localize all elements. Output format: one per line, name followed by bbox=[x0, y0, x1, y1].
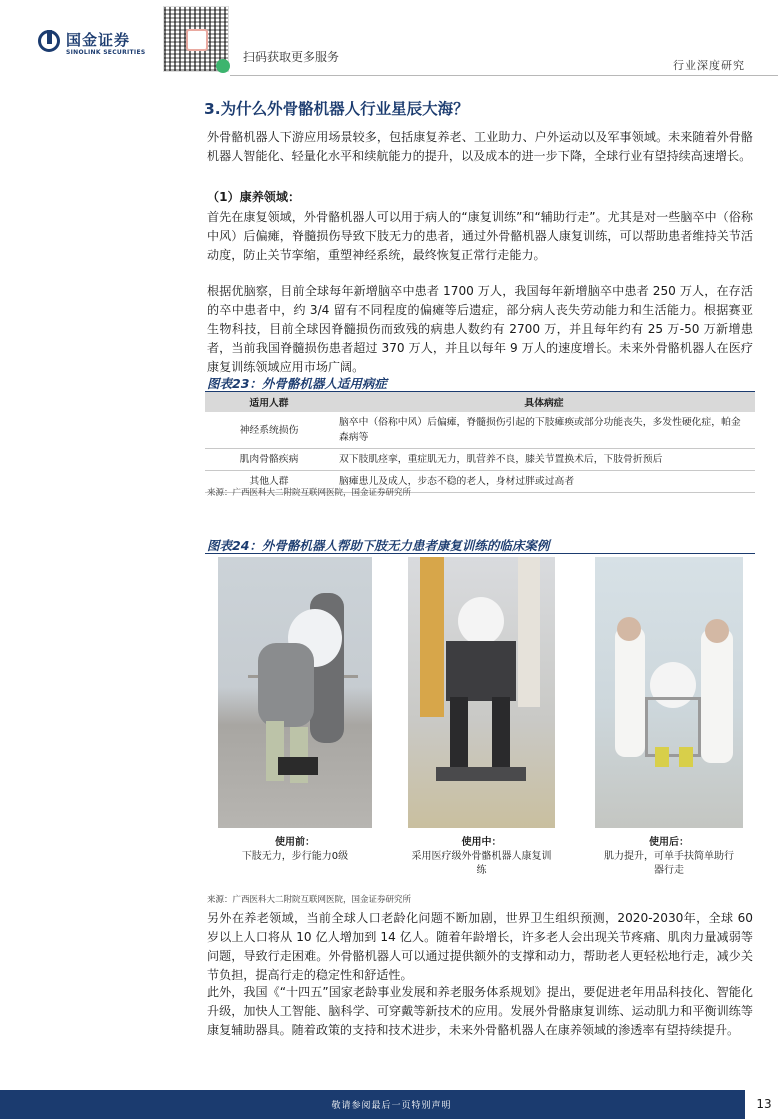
photo-during bbox=[408, 557, 555, 828]
paragraph-rehab: 首先在康复领域，外骨骼机器人可以用于病人的“康复训练”和“辅助行走”。尤其是对一些脑卒中（俗称中风）后偏瘫，脊髓损伤导致下肢无力的患者，通过外骨骼机器人康复训练，可以帮助患者维持关节活动度，防止关节挛缩，重塑神经系统，最终恢复正常行走能力。 bbox=[207, 210, 753, 262]
paragraph-policy: 此外，我国《“十四五”国家老龄事业发展和养老服务体系规划》提出，要促进老年用品科技化、智能化升级，加快人工智能、脑科学、可穿戴等新技术的应用。发展外骨骼康复训练、运动肌力和平衡训练等康复辅助器具。随着政策的支持和技术进步，未来外骨骼机器人在康养领域的渗透率有望持续提升。 bbox=[207, 985, 753, 1037]
section-title: 3.为什么外骨骼机器人行业星辰大海？ bbox=[204, 100, 469, 118]
qr-code-icon[interactable] bbox=[163, 6, 229, 72]
caption-during bbox=[408, 836, 555, 878]
paragraph-stats: 根据优脑察，目前全球每年新增脑卒中患者 1700 万人，我国每年新增脑卒中患者 250 万人，在存活的卒中患者中，约 3/4 留有不同程度的偏瘫等后遗症，部分病人丧失劳动能力和生活能力。根据赛亚生物科技，目前全球因脊髓损伤而致残的病患人数约有 2700 万，并且每年约有 25 万-50 万新增患者，当前我国脊髓损伤患者超过 370 万人，并且以每年 9 万人的速度增长。未来外骨骼机器人在医疗康复训练领域应用市场广阔。 bbox=[207, 284, 753, 374]
intro-paragraph: 外骨骼机器人下游应用场景较多，包括康复养老、工业助力、户外运动以及军事领域。未来随着外骨骼机器人智能化、轻量化水平和续航能力的提升，以及成本的进一步下降，全球行业有望持续高速增长。 bbox=[207, 130, 753, 163]
header-divider bbox=[230, 75, 778, 76]
photo-before bbox=[218, 557, 372, 828]
caption-label: 使用中： bbox=[461, 837, 502, 848]
footer-disclaimer[interactable]: 敬请参阅最后一页特别声明 bbox=[331, 1101, 452, 1111]
table-header-cell: 具体病症 bbox=[333, 392, 755, 412]
caption-label: 使用后： bbox=[649, 837, 689, 848]
caption-text: 采用医疗级外骨骼机器人康复训练 bbox=[411, 851, 552, 876]
caption-text: 下肢无力，步行能力0级 bbox=[241, 851, 349, 862]
table-cell-condition: 双下肢肌痉挛，重症肌无力，肌营养不良，膝关节置换术后，下肢骨折预后 bbox=[333, 449, 755, 471]
logo-english-name: SINOLINK SECURITIES bbox=[66, 49, 146, 56]
qr-badge-icon bbox=[216, 59, 230, 73]
caption-text: 肌力提升，可单手扶简单助行器行走 bbox=[604, 851, 734, 876]
indications-table bbox=[205, 392, 755, 493]
figure-title: 图表24：外骨骼机器人帮助下肢无力患者康复训练的临床案例 bbox=[207, 538, 550, 553]
table-header-row bbox=[205, 392, 755, 412]
table-source: 来源：广西医科大二附院互联网医院，国金证券研究所 bbox=[207, 488, 412, 498]
sinolink-logo-icon bbox=[38, 30, 60, 52]
table-cell-condition: 脑卒中（俗称中风）后偏瘫，脊髓损伤引起的下肢瘫痪或部分功能丧失，多发性硬化症，帕金森病等 bbox=[333, 412, 755, 449]
page-header bbox=[0, 0, 783, 82]
table-row bbox=[205, 449, 755, 471]
caption-before bbox=[218, 836, 372, 864]
table-cell-condition: 脑瘫患儿及成人，步态不稳的老人，身材过胖或过高者 bbox=[333, 471, 755, 493]
table-title: 图表23：外骨骼机器人适用病症 bbox=[207, 376, 387, 391]
paragraph-elderly: 另外在养老领域，当前全球人口老龄化问题不断加剧，世界卫生组织预测，2020-2030年，全球 60 岁以上人口将从 10 亿人增加到 14 亿人。随着年龄增长，许多老人会出现关节疼痛、肌肉力量减弱等问题，导致行走困难。外骨骼机器人可以通过提供额外的支撑和动力，帮助老人更轻松地行走，减少关节负担，提高行走的稳定性和舒适性。 bbox=[207, 911, 753, 982]
table-header-cell: 适用人群 bbox=[205, 392, 333, 412]
qr-center-logo bbox=[186, 29, 208, 51]
caption-after bbox=[600, 836, 738, 878]
table-cell-group: 其他人群 bbox=[205, 471, 333, 493]
caption-label: 使用前： bbox=[275, 837, 315, 848]
subheading: （1）康养领域： bbox=[207, 190, 301, 204]
table-cell-group: 肌肉骨骼疾病 bbox=[205, 449, 333, 471]
figure-title-rule bbox=[205, 553, 755, 554]
figure-source: 来源：广西医科大二附院互联网医院，国金证券研究所 bbox=[207, 895, 412, 905]
photo-after bbox=[595, 557, 743, 828]
table-row bbox=[205, 412, 755, 449]
page-number: 13 bbox=[745, 1090, 783, 1119]
qr-caption: 扫码获取更多服务 bbox=[243, 50, 340, 64]
report-type: 行业深度研究 bbox=[673, 59, 745, 72]
table-cell-group: 神经系统损伤 bbox=[205, 412, 333, 449]
logo-chinese-name: 国金证券 bbox=[66, 31, 131, 49]
